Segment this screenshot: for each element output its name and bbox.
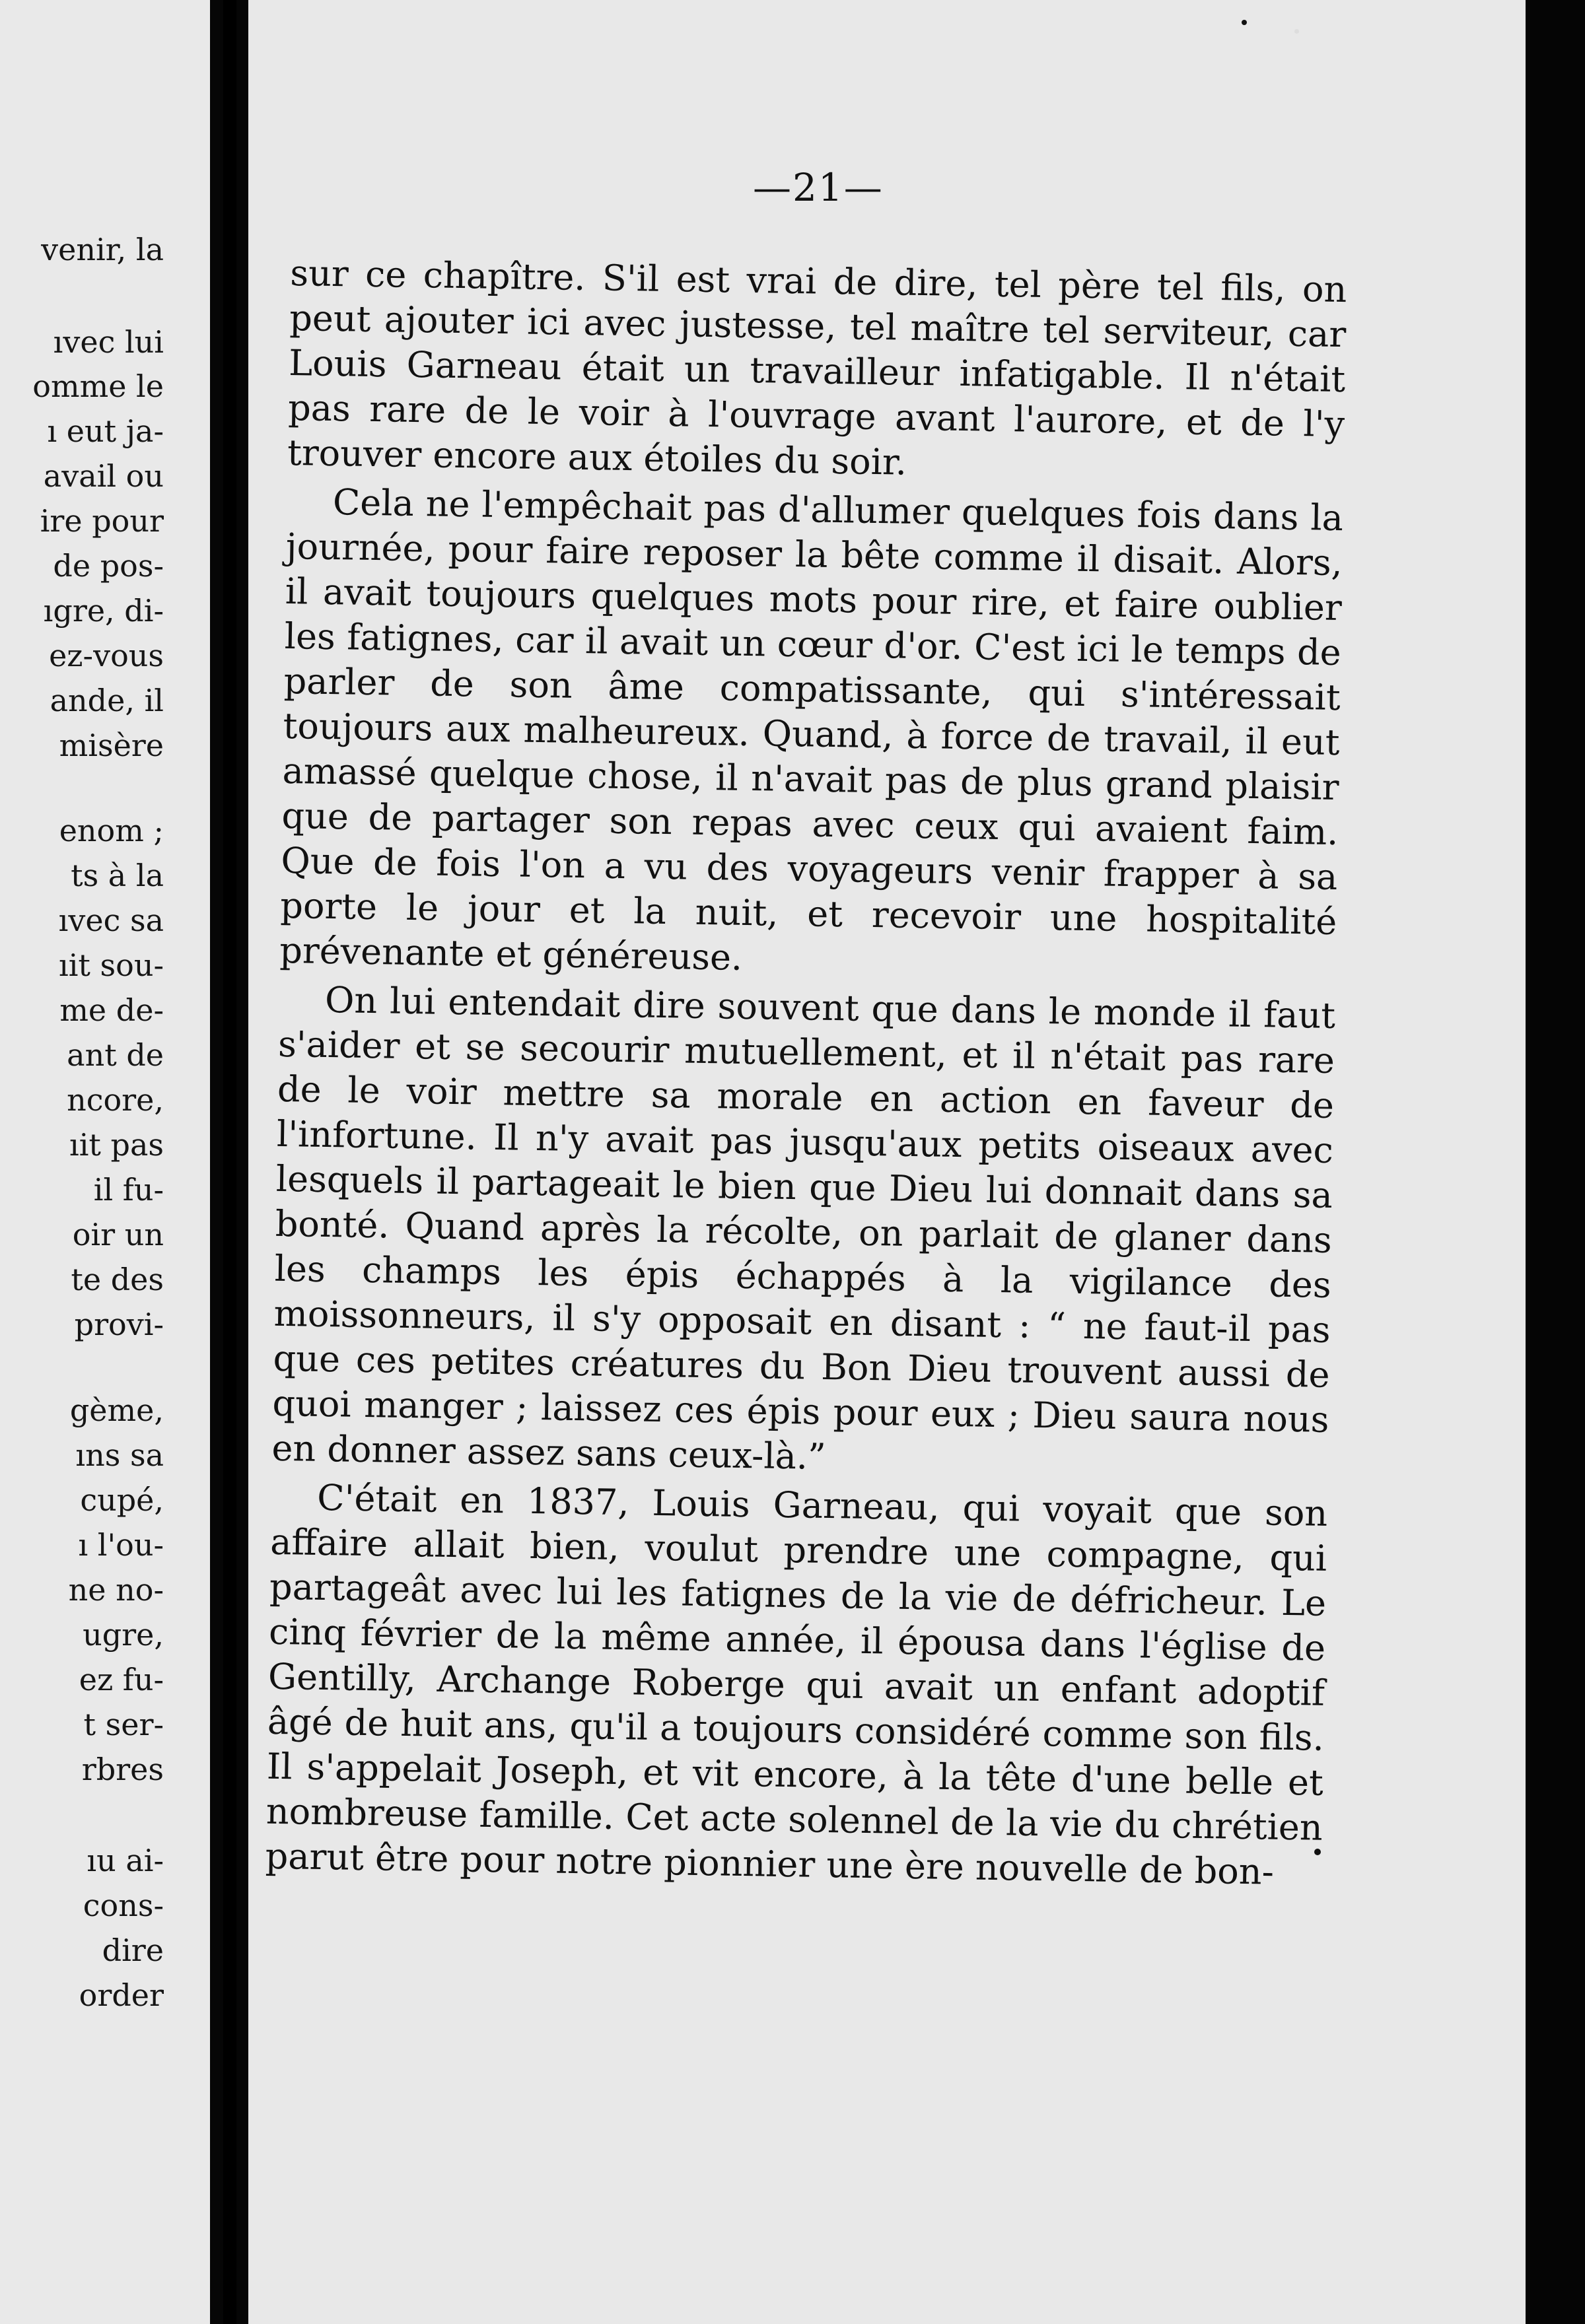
left-page-line: provi-: [74, 1307, 164, 1342]
left-page-line: ez fu-: [79, 1662, 164, 1697]
left-page-line: ire pour: [40, 503, 164, 539]
left-page-line: ıvec lui: [53, 324, 164, 360]
left-page-line: gème,: [69, 1392, 164, 1428]
left-page-line: ı l'ou-: [78, 1527, 164, 1563]
left-page-line: ugre,: [83, 1617, 164, 1653]
left-page-line: me de-: [59, 992, 164, 1028]
left-page-line: ant de: [67, 1037, 164, 1073]
left-page-line: avail ou: [43, 458, 164, 494]
page-edge-shadow: [1526, 0, 1585, 2324]
left-page-line: ande, il: [50, 683, 164, 718]
scan-speck: [1294, 29, 1299, 34]
left-page-line: rbres: [81, 1752, 164, 1787]
left-page-line: ncore,: [67, 1082, 164, 1118]
scan-speck: [1242, 20, 1247, 25]
left-page-line: ıvec sa: [58, 903, 164, 938]
scan-speck: [1314, 1849, 1321, 1855]
paragraph-4: C'était en 1837, Louis Garneau, qui voyait que son affaire allait bien, voulut prendre une compagne, qui partageât avec lui les fatignes de la vie de défricheur. Le cinq février de la même année, il épousa dans l'église de Gentilly, Archange Roberge qui avait un enfant adoptif âgé de huit ans, qu'il a toujours considéré comme son fils. Il s'appelait Joseph, et vit encore, à la tête d'une belle et nombreuse famille. Cet acte solennel de la vie du chrétien parut être pour notre pionnier une ère nouvelle de bon-: [265, 1476, 1328, 1893]
left-page-line: order: [79, 1977, 164, 2013]
left-page-line: ıit pas: [69, 1127, 164, 1163]
left-page-line: cons-: [83, 1888, 164, 1923]
left-page-line: ıit sou-: [58, 947, 164, 983]
paragraph-2: Cela ne l'empêchait pas d'allumer quelques fois dans la journée, pour faire reposer la bête comme il disait. Alors, il avait toujours quelques mots pour rire, et faire oublier les fatignes, car il avait un cœur d'or. C'est ici le temps de parler de son âme compatissante, qui s'intéressait toujours aux malheureux. Quand, à force de travail, il eut amassé quelque chose, il n'avait pas de plus grand plaisir que de partager son repas avec ceux qui avaient faim. Que de fois l'on a vu des voyageurs venir frapper à sa porte le jour et la nuit, et recevoir une hospitalité prévenante et généreuse.: [279, 481, 1344, 978]
left-page-line: ts à la: [71, 858, 164, 893]
left-page-line: venir, la: [41, 232, 164, 267]
left-page-line: ıns sa: [75, 1437, 164, 1473]
left-page-line: ıgre, di-: [43, 593, 164, 629]
left-page-line: cupé,: [80, 1482, 164, 1518]
left-page-line: te des: [71, 1262, 164, 1297]
left-page-line: il fu-: [93, 1172, 164, 1208]
left-page-line: de pos-: [53, 548, 164, 584]
page-number: —21—: [753, 165, 884, 210]
left-page-line: dire: [102, 1932, 164, 1968]
left-page-line: enom ;: [59, 813, 164, 848]
left-page-line: t ser-: [83, 1707, 164, 1742]
book-spine-shadow: [223, 0, 236, 2324]
previous-page-fragment: [0, 0, 210, 2324]
left-page-line: ne no-: [68, 1572, 164, 1608]
paragraph-3: On lui entendait dire souvent que dans le monde il faut s'aider et se secourir mutuellement, et il n'était pas rare de le voir mettre sa morale en action en faveur de l'infortune. Il n'y avait pas jusqu'aux petits oiseaux avec lesquels il partageait le bien que Dieu lui donnait dans sa bonté. Quand après la récolte, on parlait de glaner dans les champs les épis échappés à la vigilance des moissonneurs, il s'y opposait en disant : “ ne faut-il pas que ces petites créatures du Bon Dieu trouvent aussi de quoi manger ; laissez ces épis pour eux ; Dieu saura nous en donner assez sans ceux-là.”: [271, 978, 1336, 1478]
left-page-line: ı eut ja-: [47, 413, 164, 449]
left-page-line: oir un: [72, 1217, 164, 1252]
page-body-text: [265, 251, 1347, 1896]
paragraph-1: sur ce chapître. S'il est vrai de dire, tel père tel fils, on peut ajouter ici avec justesse, tel maître tel serviteur, car Louis Garneau était un travailleur infatigable. Il n'était pas rare de le voir à l'ouvrage avant l'aurore, et de l'y trouver encore aux étoiles du soir.: [287, 252, 1347, 483]
left-page-line: omme le: [32, 368, 164, 404]
left-page-line: ıu ai-: [87, 1843, 164, 1878]
left-page-line: misère: [59, 728, 164, 763]
left-page-line: ez-vous: [49, 638, 164, 673]
